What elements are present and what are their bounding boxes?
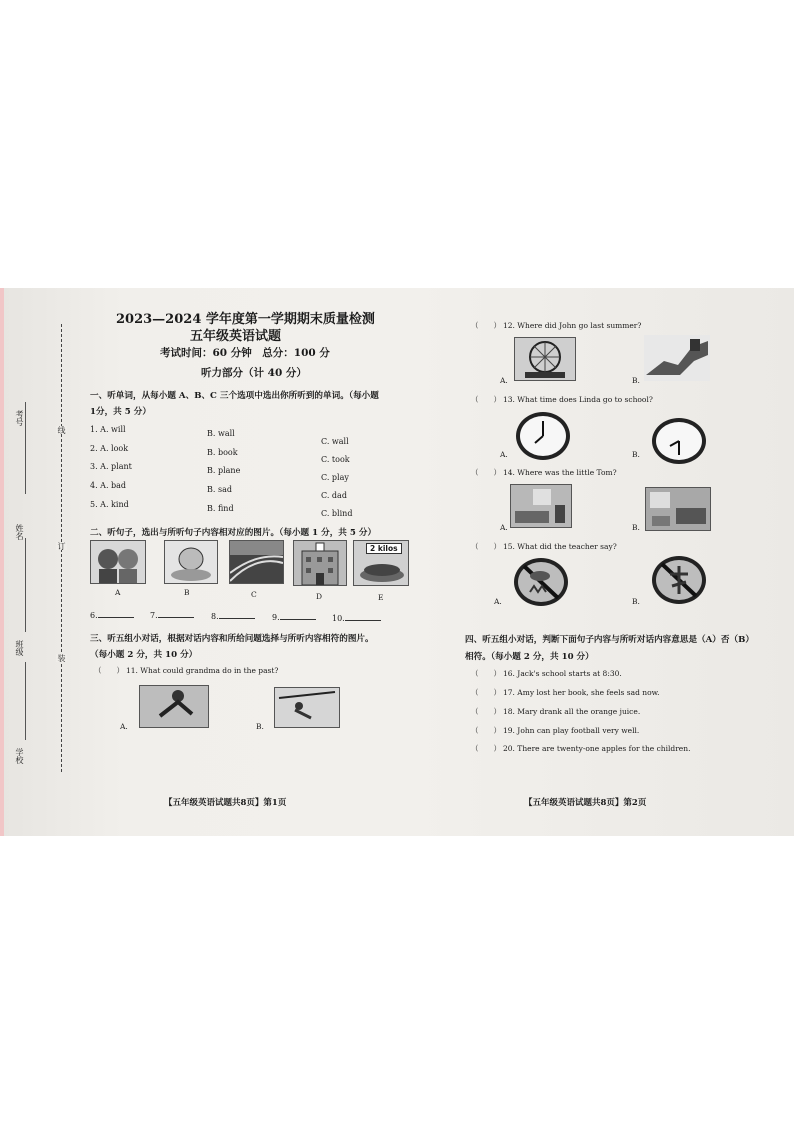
exam-time: 考试时间：60 分钟 总分：100 分	[160, 347, 330, 359]
q13-answer-paren[interactable]: （ ）	[471, 395, 501, 404]
q5-option-c: C. blind	[321, 509, 353, 518]
q11-answer-paren[interactable]: （ ）	[94, 666, 124, 675]
picture-b-sleeping-baby	[164, 540, 218, 584]
footer-page-2: 【五年级英语试题共8页】第2页	[524, 798, 647, 808]
school-label: 学校	[15, 748, 24, 764]
q11-option-b: B.	[256, 722, 264, 731]
picture-label-b: B	[184, 588, 190, 597]
q4-option-a: 4. A. bad	[90, 481, 127, 490]
q11-picture-a	[139, 685, 209, 728]
q4-option-c: C. dad	[321, 491, 347, 500]
part3-instruction: 三、听五组小对话，根据对话内容和所给问题选择与所听内容相符的图片。	[90, 634, 374, 644]
footer-page-1: 【五年级英语试题共8页】第1页	[164, 798, 287, 808]
q13-option-b: B.	[632, 450, 640, 459]
seal-line-char: 线	[57, 426, 66, 434]
q17-answer-paren[interactable]: （ ）	[471, 688, 501, 697]
picture-c-running-track	[229, 540, 284, 584]
q1-option-c: C. wall	[321, 437, 349, 446]
answer-blank-9[interactable]	[272, 611, 316, 622]
q3-option-a: 3. A. plant	[90, 462, 132, 471]
q14-answer-paren[interactable]: （ ）	[471, 468, 501, 477]
part1-instruction-2: 1分，共 5 分）	[90, 407, 151, 417]
q16-answer-paren[interactable]: （ ）	[471, 669, 501, 678]
picture-label-c: C	[251, 590, 257, 599]
part2-instruction: 二、听句子，选出与所听句子内容相对应的图片。（每小题 1 分，共 5 分）	[90, 528, 377, 538]
answer-blank-7[interactable]	[150, 609, 194, 620]
q12-question: 12. Where did John go last summer?	[503, 321, 642, 330]
q14-option-b: B.	[632, 523, 640, 532]
id-write-line	[25, 402, 26, 494]
q12-answer-paren[interactable]: （ ）	[471, 321, 501, 330]
id-label: 考号	[15, 410, 24, 426]
q14-picture-b-living-room	[645, 487, 711, 531]
q15-option-a: A.	[494, 597, 502, 606]
q11-picture-b	[274, 687, 340, 728]
exam-title: 2023—2024 学年度第一学期期末质量检测	[116, 312, 375, 327]
q14-option-a: A.	[500, 523, 508, 532]
q15-answer-paren[interactable]: （ ）	[471, 542, 501, 551]
seal-fold-char: 装	[57, 654, 66, 662]
q18-statement: 18. Mary drank all the orange juice.	[503, 707, 641, 716]
q5-option-a: 5. A. kind	[90, 500, 129, 509]
q3-option-c: C. play	[321, 473, 349, 482]
exam-sheet	[0, 288, 794, 836]
q12-picture-b-great-wall	[644, 335, 710, 381]
class-label: 班级	[15, 640, 24, 656]
blank-number: 6.	[90, 611, 98, 620]
q2-option-b: B. book	[207, 448, 238, 457]
blank-number: 7.	[150, 611, 158, 620]
q15-sign-b-no-climbing	[652, 556, 706, 604]
q15-sign-a-no-stepping	[514, 558, 568, 606]
part3-instruction-2: （每小题 2 分，共 10 分）	[90, 650, 198, 660]
q12-option-a: A.	[500, 376, 508, 385]
blank-number: 10.	[332, 614, 345, 623]
q13-question: 13. What time does Linda go to school?	[503, 395, 653, 404]
q19-answer-paren[interactable]: （ ）	[471, 726, 501, 735]
q20-answer-paren[interactable]: （ ）	[471, 744, 501, 753]
q14-question: 14. Where was the little Tom?	[503, 468, 617, 477]
q1-option-a: 1. A. will	[90, 425, 126, 434]
q13-clock-a	[516, 412, 570, 460]
q20-statement: 20. There are twenty-one apples for the children.	[503, 744, 691, 753]
q11-question: 11. What could grandma do in the past?	[126, 666, 279, 675]
class-write-line	[25, 662, 26, 740]
q15-question: 15. What did the teacher say?	[503, 542, 617, 551]
picture-a-two-kids	[90, 540, 146, 584]
answer-blank-10[interactable]	[332, 612, 381, 623]
answer-blank-8[interactable]	[211, 610, 255, 621]
q5-option-b: B. find	[207, 504, 234, 513]
exam-subtitle: 五年级英语试题	[190, 329, 282, 344]
picture-label-d: D	[316, 592, 323, 601]
q12-option-b: B.	[632, 376, 640, 385]
q1-option-b: B. wall	[207, 429, 235, 438]
q12-picture-a-ferris-wheel	[514, 337, 576, 381]
q2-option-a: 2. A. look	[90, 444, 129, 453]
q13-clock-b	[652, 418, 706, 464]
part4-instruction-2: 相符。（每小题 2 分，共 10 分）	[465, 652, 594, 662]
listening-heading: 听力部分（计 40 分）	[201, 367, 307, 379]
q16-statement: 16. Jack's school starts at 8:30.	[503, 669, 622, 678]
name-label: 姓名	[15, 524, 24, 540]
q2-option-c: C. took	[321, 455, 350, 464]
part4-instruction: 四、听五组小对话，判断下面句子内容与所听对话内容意思是（A）否（B）	[465, 635, 754, 645]
picture-label-e: E	[378, 593, 384, 602]
q17-statement: 17. Amy lost her book, she feels sad now.	[503, 688, 660, 697]
name-write-line	[25, 538, 26, 632]
blank-number: 8.	[211, 612, 219, 621]
seal-bind-char: 订	[57, 542, 66, 550]
q15-option-b: B.	[632, 597, 640, 606]
q11-option-a: A.	[120, 722, 128, 731]
part1-instruction: 一、听单词，从每小题 A、B、C 三个选项中选出你所听到的单词。（每小题	[90, 391, 379, 401]
q4-option-b: B. sad	[207, 485, 232, 494]
picture-d-hospital	[293, 540, 347, 586]
q18-answer-paren[interactable]: （ ）	[471, 707, 501, 716]
q19-statement: 19. John can play football very well.	[503, 726, 640, 735]
picture-e-two-kilos	[353, 540, 409, 586]
q3-option-b: B. plane	[207, 466, 241, 475]
picture-label-a: A	[115, 588, 121, 597]
answer-blank-6[interactable]	[90, 609, 134, 620]
q14-picture-a-bedroom	[510, 484, 572, 528]
q13-option-a: A.	[500, 450, 508, 459]
blank-number: 9.	[272, 613, 280, 622]
kilo-sign: 2 kilos	[366, 543, 402, 554]
